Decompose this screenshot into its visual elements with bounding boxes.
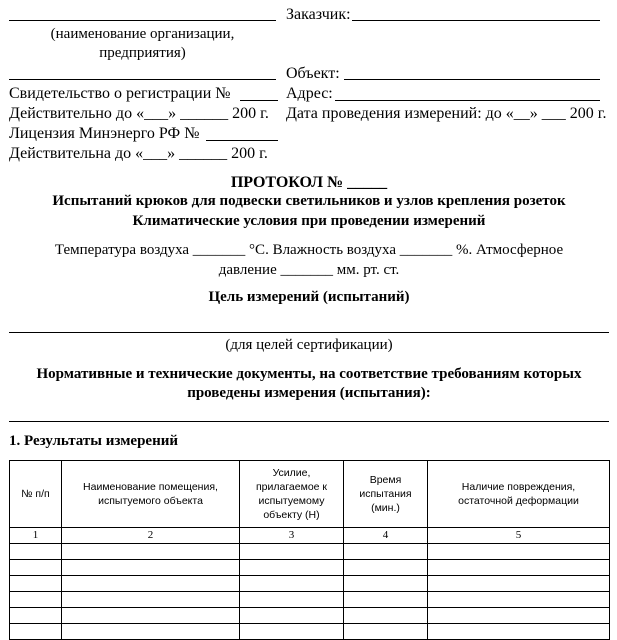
results-section-title: 1. Результаты измерений [9,433,178,449]
customer-field[interactable] [352,20,600,21]
purpose-heading: Цель измерений (испытаний) [208,289,410,305]
column-header: Наличие повреждения, остаточной деформации [428,461,610,528]
table-cell[interactable] [62,623,240,639]
norms-field[interactable] [9,421,609,422]
table-cell[interactable] [428,575,610,591]
table-cell[interactable] [10,559,62,575]
table-cell[interactable] [240,623,344,639]
table-cell[interactable] [240,543,344,559]
table-cell[interactable] [344,559,428,575]
table-cell[interactable] [344,543,428,559]
measurement-date: Дата проведения измерений: до «__» ___ 200 г. [286,105,607,122]
object-label: Объект: [286,65,340,82]
table-header-row [10,461,610,528]
norms-line-1: Нормативные и технические документы, на соответствие требованиям которых [36,366,582,382]
table-cell[interactable] [240,575,344,591]
column-header: Время испытания (мин.) [344,461,428,528]
table-cell[interactable] [10,591,62,607]
table-cell[interactable] [428,543,610,559]
org-caption [9,27,276,61]
customer-label: Заказчик: [286,6,351,23]
column-number: 5 [428,528,610,544]
protocol-subtitle: Испытаний крюков для подвески светильников и узлов крепления розеток [52,193,566,209]
climate-line-2: давление _______ мм. рт. ст. [218,262,400,278]
protocol-title: ПРОТОКОЛ № _____ [230,174,388,191]
table-row [10,607,610,623]
table-cell[interactable] [344,575,428,591]
column-header: Наименование помещения, испытуемого объекта [62,461,240,528]
address-field[interactable] [335,100,600,101]
table-row [10,543,610,559]
registration-valid-until: Действительно до «___» ______ 200 г. [9,105,269,122]
table-cell[interactable] [10,607,62,623]
table-cell[interactable] [62,607,240,623]
results-table [9,460,610,640]
object-field[interactable] [344,79,600,80]
climate-heading: Климатические условия при проведении измерений [132,213,486,229]
table-cell[interactable] [62,575,240,591]
table-cell[interactable] [240,607,344,623]
table-row [10,559,610,575]
column-number: 4 [344,528,428,544]
table-cell[interactable] [62,543,240,559]
org-name-line-2[interactable] [9,79,276,80]
table-row [10,575,610,591]
table-row [10,623,610,639]
license-field[interactable] [206,140,278,141]
table-cell[interactable] [10,623,62,639]
table-cell[interactable] [62,559,240,575]
license-valid-until: Действительна до «___» ______ 200 г. [9,145,268,162]
column-number: 1 [10,528,62,544]
table-cell[interactable] [10,575,62,591]
table-row [10,591,610,607]
table-cell[interactable] [428,591,610,607]
address-label: Адрес: [286,85,333,102]
registration-field[interactable] [240,100,278,101]
registration-label: Свидетельство о регистрации № [9,85,231,102]
norms-line-2: проведены измерения (испытания): [187,385,431,401]
table-cell[interactable] [428,623,610,639]
column-number: 2 [62,528,240,544]
table-cell[interactable] [240,591,344,607]
org-caption-line1: (наименование организации, [50,26,235,42]
org-caption-line2: предприятия) [99,45,186,61]
column-number-row [10,528,610,544]
climate-line-1: Температура воздуха _______ °С. Влажность воздуха _______ %. Атмосферное [54,242,564,258]
license-label: Лицензия Минэнерго РФ № [9,125,200,142]
org-name-line[interactable] [9,20,276,21]
table-cell[interactable] [344,591,428,607]
column-header: Усилие, прилагаемое к испытуемому объекту (Н) [240,461,344,528]
table-cell[interactable] [62,591,240,607]
purpose-value: (для целей сертификации) [225,337,393,353]
table-cell[interactable] [428,607,610,623]
table-cell[interactable] [344,607,428,623]
table-cell[interactable] [240,559,344,575]
table-cell[interactable] [428,559,610,575]
column-header: № п/п [10,461,62,528]
purpose-field[interactable] [9,332,609,333]
column-number: 3 [240,528,344,544]
table-cell[interactable] [344,623,428,639]
table-cell[interactable] [10,543,62,559]
